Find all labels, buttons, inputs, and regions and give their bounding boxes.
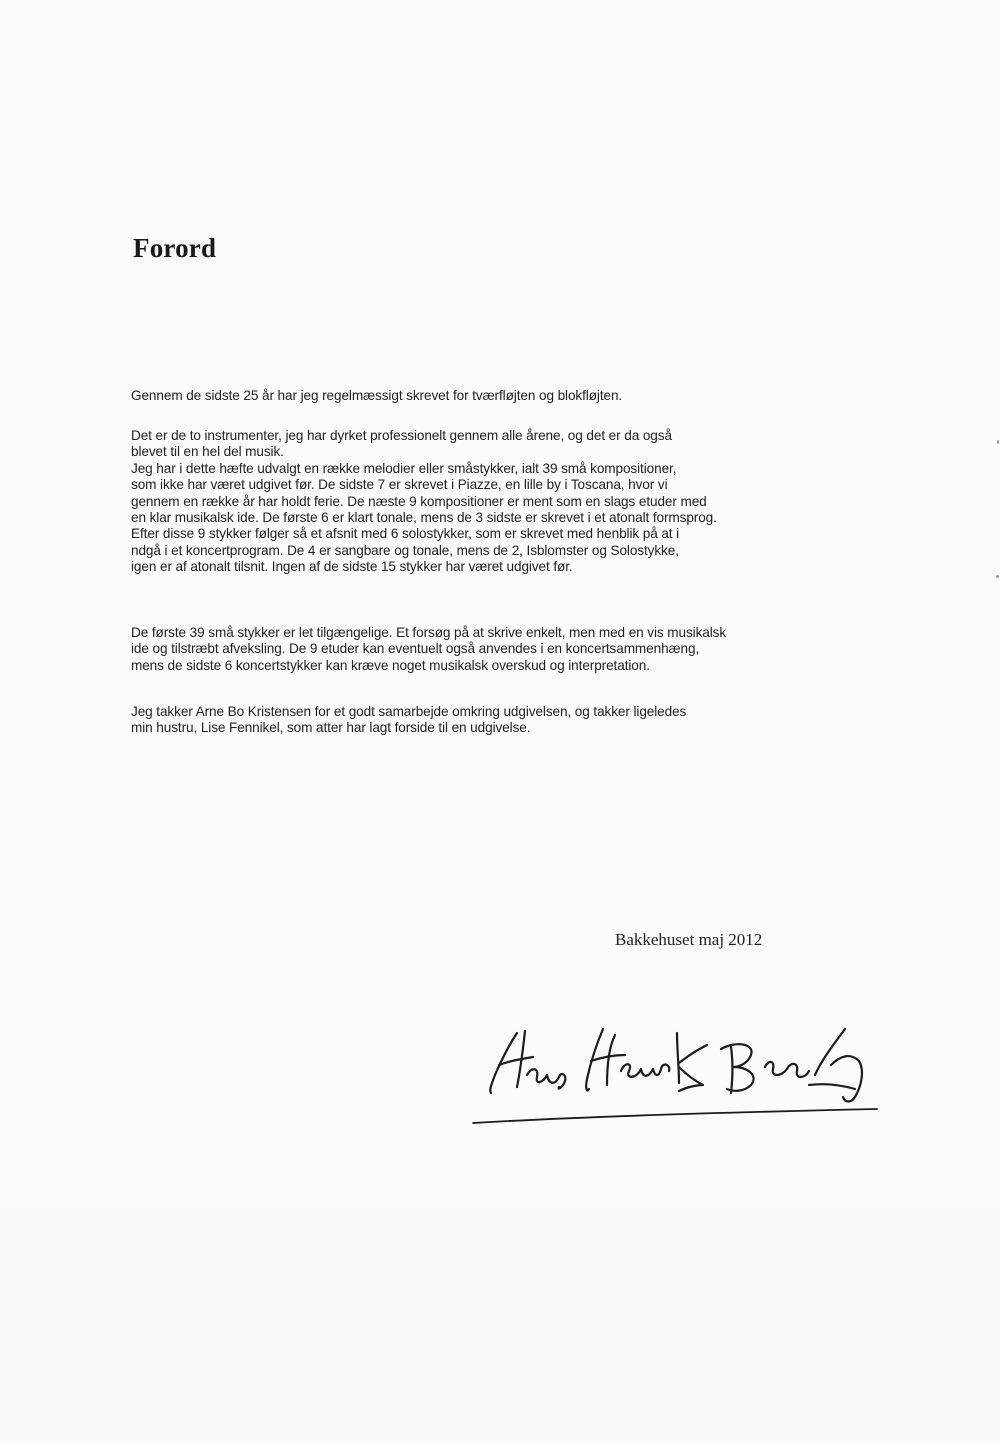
paragraph-difficulty: De første 39 små stykker er let tilgængelige. Et forsøg på at skrive enkelt, men med en vis musikalsk ide og tilstræbt afveksling. De 9 etuder kan eventuelt også anvendes i en koncertsammenhæng, mens de sidste 6 koncertstykker kan kræve noget musikalsk overskud og interpretation.: [131, 625, 727, 673]
page-title: Forord: [133, 233, 217, 263]
paragraph-thanks: Jeg takker Arne Bo Kristensen for et godt samarbejde omkring udgivelsen, og takker ligeledes min hustru, Lise Fennikel, som atter har lagt forside til en udgivelse.: [131, 704, 687, 736]
handwritten-signature: [465, 1005, 885, 1135]
paragraph-content: Det er de to instrumenter, jeg har dyrket professionelt gennem alle årene, og det er da også blevet til en hel del musik. Jeg har i dette hæfte udvalgt en række melodier eller småstykker, ialt 39 små kompositioner, som ikke har været udgivet før. De sidste 7 er skrevet i Piazze, en lille by i Toscana, hvor vi gennem en række år har holdt ferie. De næste 9 kompositioner er ment som en slags etuder med en klar musikalsk ide. De første 6 er klart tonale, mens de 3 sidste er skrevet i et atonalt formsprog. Efter disse 9 stykker følger så et afsnit med 6 solostykker, som er skrevet med henblik på at i ndgå i et koncertprogram. De 4 er sangbare og tonale, mens de 2, Isblomster og Solostykke, igen er af atonalt tilsnit. Ingen af de sidste 15 stykker har været udgivet før.: [131, 428, 717, 575]
place-date: Bakkehuset maj 2012: [615, 930, 763, 949]
paragraph-intro: Gennem de sidste 25 år har jeg regelmæssigt skrevet for tværfløjten og blokfløjten.: [131, 388, 623, 403]
